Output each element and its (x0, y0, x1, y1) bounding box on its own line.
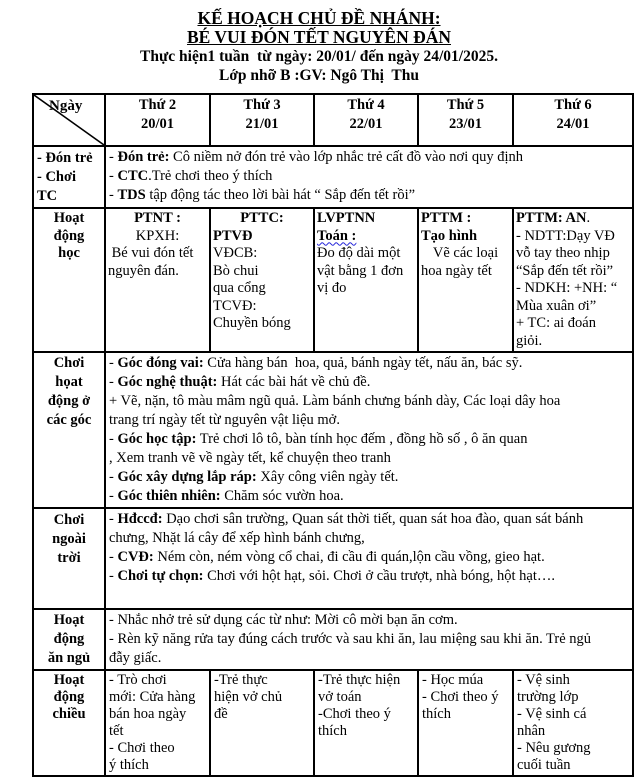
header-thu-2: Thứ 2 20/01 (105, 94, 210, 146)
row-label-choi-cac-goc: Chơi họat động ở các góc (33, 352, 105, 508)
weekly-plan-table (32, 93, 634, 777)
row-label-hoat-dong-hoc: Hoạt động học (33, 208, 105, 352)
header-thu-5: Thứ 5 23/01 (418, 94, 513, 146)
chieu-thu-4-cell: -Trẻ thực hiện vở toán -Chơi theo ý thích (314, 670, 418, 776)
chieu-thu-5-cell: - Học múa - Chơi theo ý thích (418, 670, 513, 776)
ngoai-troi-content: - Hđccđ: Dạo chơi sân trường, Quan sát thời tiết, quan sát hoa đào, quan sát bánh chưng, Nhặt lá cây để xếp hình bánh chưng, - CVĐ: Ném còn, ném vòng cổ chai, đi cầu đi quán,lộn cầu vồng, gieo hạt. - Chơi tự chọn: Chơi với hột hạt, sỏi. Chơi ở cầu trượt, nhà bóng, hột hạt…. (105, 508, 633, 609)
hoc-thu-4-cell: LVPTNN Toán : Đo độ dài một vật bằng 1 đơn vị đo (314, 208, 418, 352)
header-thu-3: Thứ 3 21/01 (210, 94, 314, 146)
corner-label: Ngày (49, 98, 83, 114)
chieu-thu-3-cell: -Trẻ thực hiện vở chủ đề (210, 670, 314, 776)
chieu-thu-6-cell: - Vệ sinh trường lớp - Vệ sinh cá nhân - Nêu gương cuối tuần (513, 670, 633, 776)
row-hoat-dong-hoc (33, 208, 633, 352)
hoc-thu-6-cell: PTTM: AN. - NDTT:Dạy VĐ vỗ tay theo nhịp “Sắp đến tết rồi” - NDKH: +NH: “ Mùa xuân ơi” + TC: ai đoán giỏi. (513, 208, 633, 352)
document-header (0, 0, 638, 85)
row-an-ngu (33, 609, 633, 670)
row-choi-ngoai-troi (33, 508, 633, 609)
class-teacher-line: Lớp nhỡ B :GV: Ngô Thị Thu (219, 67, 419, 84)
row-choi-cac-goc (33, 352, 633, 508)
row-label-an-ngu: Hoạt động ăn ngủ (33, 609, 105, 670)
corner-cell (33, 94, 105, 146)
row-label-don-tre: - Đón trẻ - Chơi TC (33, 146, 105, 208)
header-thu-4: Thứ 4 22/01 (314, 94, 418, 146)
main-title: KẾ HOẠCH CHỦ ĐỀ NHÁNH: (197, 8, 441, 28)
subtitle-dates: Thực hiện1 tuần từ ngày: 20/01/ đến ngày 24/01/2025. (140, 48, 498, 65)
row-label-choi-ngoai-troi: Chơi ngoài trời (33, 508, 105, 609)
theme-title: BÉ VUI ĐÓN TẾT NGUYÊN ĐÁN (186, 27, 451, 47)
cac-goc-content: - Góc đóng vai: Cửa hàng bán hoa, quả, bánh ngày tết, nấu ăn, bác sỹ. - Góc nghệ thuật: Hát các bài hát về chủ đề. + Vẽ, nặn, tô màu mâm ngũ quả. Làm bánh chưng bánh dày, Các loại dây hoa trang trí ngày tết từ nguyên vật liệu mở. - Góc học tập: Trẻ chơi lô tô, bàn tính học đếm , đồng hồ số , ô ăn quan , Xem tranh vẽ về ngày tết, kể chuyện theo tranh - Góc xây dựng lắp ráp: Xây công viên ngày tết. - Góc thiên nhiên: Chăm sóc vườn hoa. (105, 352, 633, 508)
don-tre-content: - Đón trẻ: Cô niềm nở đón trẻ vào lớp nhắc trẻ cất đồ vào nơi quy định - CTC.Trẻ chơi theo ý thích - TDS tập động tác theo lời bài hát “ Sắp đến tết rồi” (105, 146, 633, 208)
row-don-tre (33, 146, 633, 208)
hoc-thu-3-cell: PTTC: PTVĐ VĐCB: Bò chui qua cổng TCVĐ: Chuyền bóng (210, 208, 314, 352)
an-ngu-content: - Nhắc nhở trẻ sử dụng các từ như: Mời cô mời bạn ăn cơm. - Rèn kỹ năng rửa tay đúng cách trước và sau khi ăn, lau miệng sau khi ăn. Trẻ ngủ đẫy giấc. (105, 609, 633, 670)
chieu-thu-2-cell: - Trò chơi mới: Cửa hàng bán hoa ngày tết - Chơi theo ý thích (105, 670, 210, 776)
hoc-thu-2-cell: PTNT : KPXH: Bé vui đón tết nguyên đán. (105, 208, 210, 352)
header-row (33, 94, 633, 146)
row-label-hoat-dong-chieu: Hoạt động chiều (33, 670, 105, 776)
row-hoat-dong-chieu (33, 670, 633, 776)
header-thu-6: Thứ 6 24/01 (513, 94, 633, 146)
hoc-thu-5-cell: PTTM : Tạo hình Vẽ các loại hoa ngày tết (418, 208, 513, 352)
